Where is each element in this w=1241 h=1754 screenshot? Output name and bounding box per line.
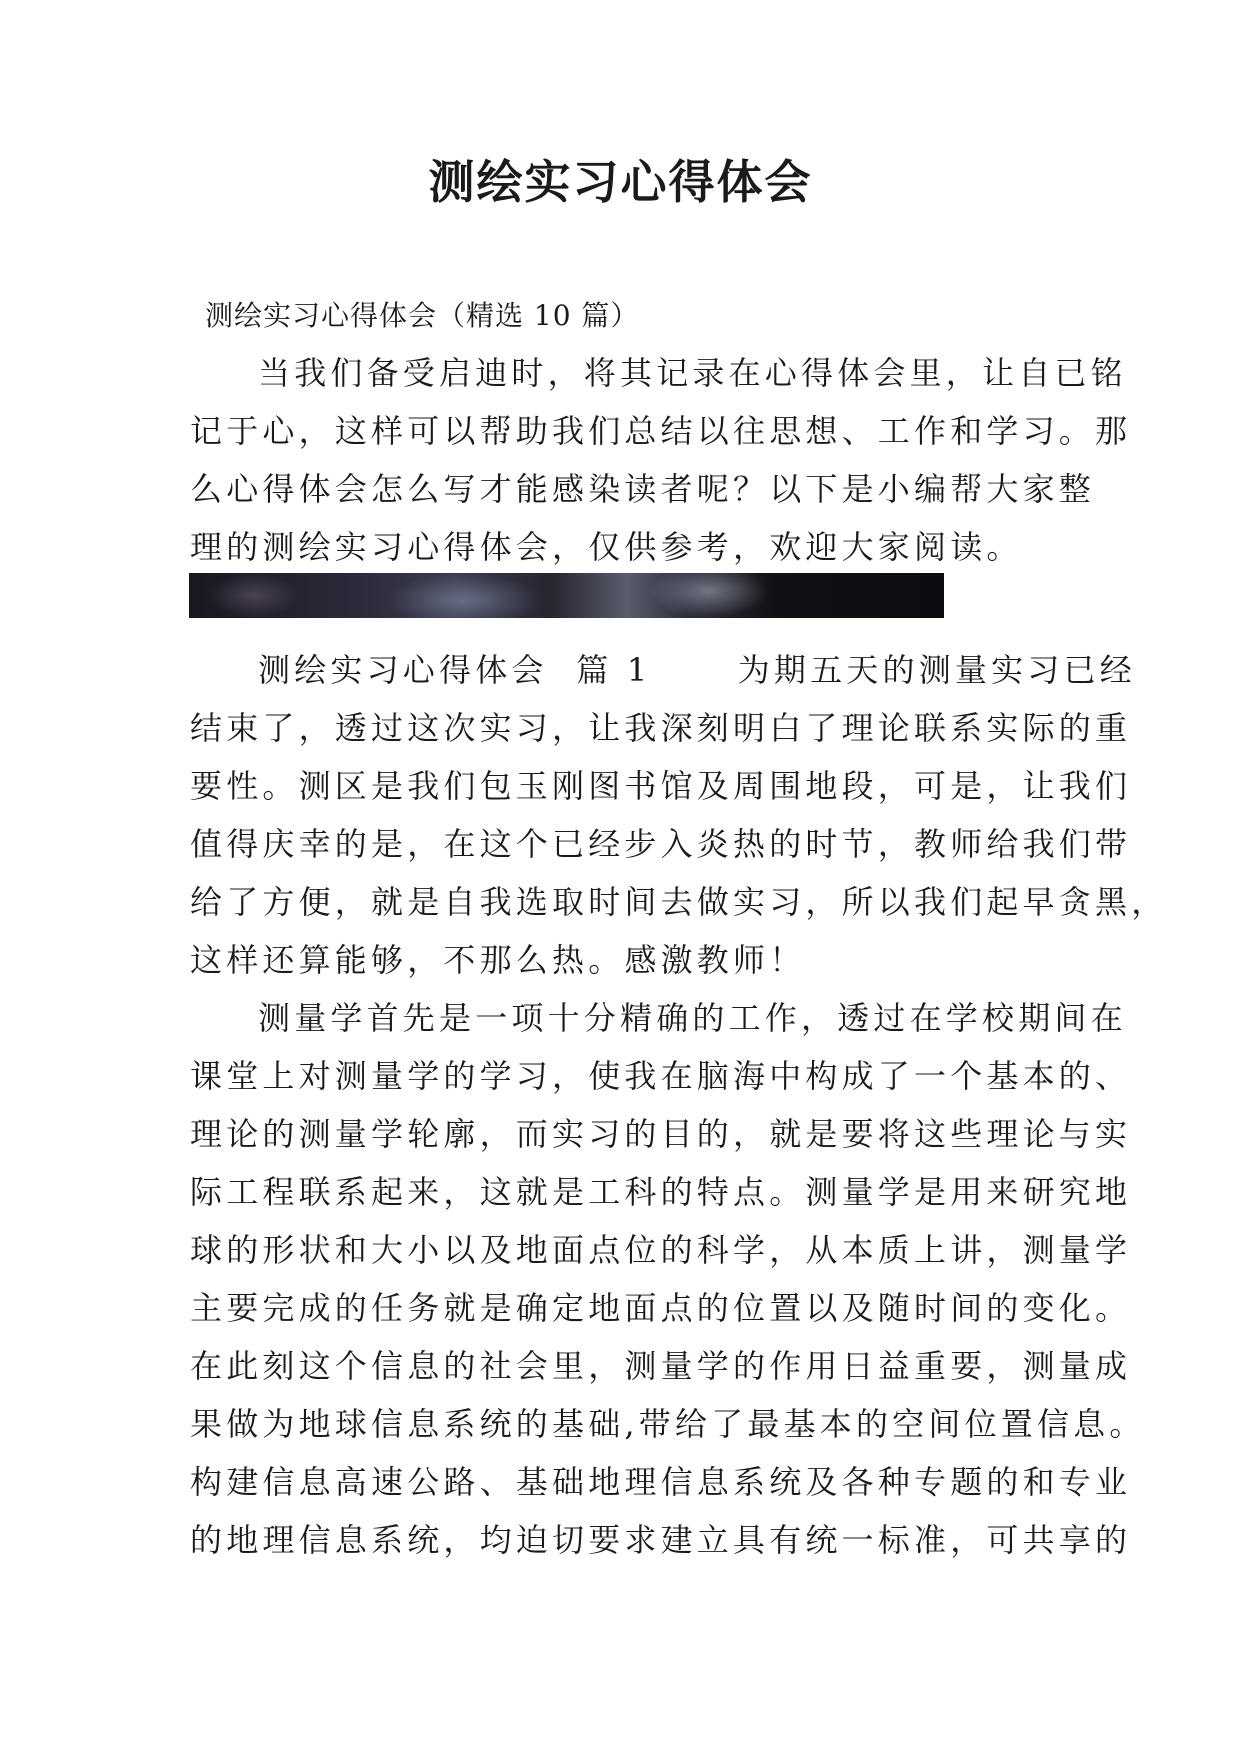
section-2-paragraph bbox=[190, 989, 1146, 1569]
section-2-line: 课堂上对测量学的学习，使我在脑海中构成了一个基本的、 bbox=[190, 1057, 1132, 1095]
intro-line: 当我们备受启迪时，将其记录在心得体会里，让自已铭 bbox=[258, 354, 1127, 392]
section-1-line: 测绘实习心得体会 篇 1 为期五天的测量实习已经 bbox=[258, 651, 1136, 689]
intro-line: 理的测绘实习心得体会，仅供参考，欢迎大家阅读。 bbox=[190, 528, 1023, 566]
section-2-line: 的地理信息系统，均迫切要求建立具有统一标准，可共享的 bbox=[190, 1521, 1132, 1559]
section-2-line: 在此刻这个信息的社会里，测量学的作用日益重要，测量成 bbox=[190, 1347, 1132, 1385]
intro-line: 么心得体会怎么写才能感染读者呢？以下是小编帮大家整 bbox=[190, 470, 1096, 508]
document-title: 测绘实习心得体会 bbox=[428, 155, 813, 209]
section-2-line: 理论的测量学轮廓，而实习的目的，就是要将这些理论与实 bbox=[190, 1115, 1132, 1153]
intro-paragraph bbox=[190, 344, 1132, 576]
section-1-line: 值得庆幸的是，在这个已经步入炎热的时节，教师给我们带 bbox=[190, 825, 1132, 863]
section-1-line: 结束了，透过这次实习，让我深刻明白了理论联系实际的重 bbox=[190, 709, 1132, 747]
section-1-line: 要性。测区是我们包玉刚图书馆及周围地段，可是，让我们 bbox=[190, 767, 1132, 805]
intro-line: 记于心，这样可以帮助我们总结以往思想、工作和学习。那 bbox=[190, 412, 1132, 450]
section-2-line: 构建信息高速公路、基础地理信息系统及各种专题的和专业 bbox=[190, 1463, 1132, 1501]
section-1-paragraph bbox=[190, 641, 1168, 989]
section-2-line: 主要完成的任务就是确定地面点的位置以及随时间的变化。 bbox=[190, 1289, 1132, 1327]
document-subtitle: 测绘实习心得体会（精选 10 篇） bbox=[205, 299, 640, 332]
section-2-line: 际工程联系起来，这就是工科的特点。测量学是用来研究地 bbox=[190, 1173, 1132, 1211]
section-2-line: 果做为地球信息系统的基础,带给了最基本的空间位置信息。 bbox=[190, 1405, 1146, 1443]
section-1-line: 这样还算能够，不那么热。感激教师！ bbox=[190, 941, 806, 979]
section-2-line: 测量学首先是一项十分精确的工作，透过在学校期间在 bbox=[258, 999, 1127, 1037]
section-1-line: 给了方便，就是自我选取时间去做实习，所以我们起早贪黑， bbox=[190, 883, 1168, 921]
banner-photo-strip bbox=[189, 573, 944, 618]
section-2-line: 球的形状和大小以及地面点位的科学，从本质上讲，测量学 bbox=[190, 1231, 1132, 1269]
